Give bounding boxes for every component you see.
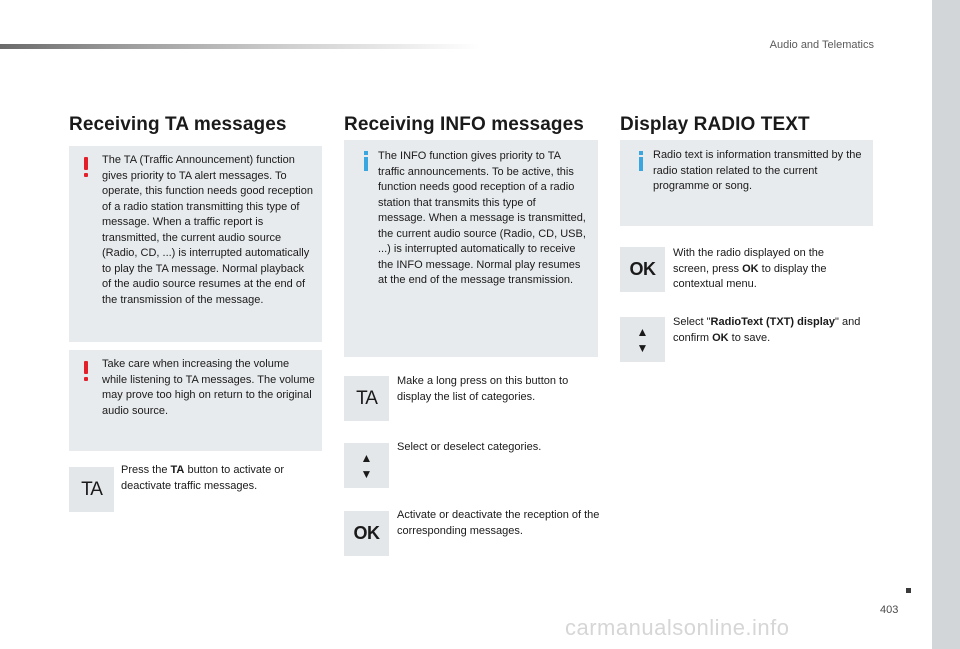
radio-note-box — [620, 140, 873, 226]
page-number: 403 — [880, 604, 899, 616]
arrow-up-icon: ▲ — [360, 450, 373, 465]
ta-button-label: TA — [81, 478, 102, 500]
ta-warning-box-2 — [69, 350, 322, 451]
info-ok-button — [344, 511, 389, 556]
ta-warning-box-1 — [69, 146, 322, 342]
radio-ok-button-label: OK — [629, 259, 656, 279]
info-note-text: The INFO function gives priority to TA traffic announcements. To be active, this function needs good reception of a radio station that transmits this type of message. When a message is transmitted, the current audio source (Radio, CD, USB, ...) is interrupted automatically to receive the INFO message. Normal play resumes at the end of the message transmission. — [378, 150, 586, 286]
radio-ok-button — [620, 247, 665, 292]
arrow-down-icon: ▼ — [360, 466, 373, 481]
radio-note-text: Radio text is information transmitted by the radio station related to the current programme or song. — [653, 149, 862, 192]
info-ok-button-label: OK — [353, 523, 380, 543]
info-step-1-text: Make a long press on this button to display the list of categories. — [397, 375, 569, 403]
info-note-box — [344, 140, 598, 357]
radio-heading: Display RADIO TEXT — [620, 114, 810, 135]
page-edge-strip — [932, 0, 960, 649]
section-title: Audio and Telematics — [769, 39, 874, 51]
info-step-2-text: Select or deselect categories. — [397, 441, 542, 453]
watermark: carmanualsonline.info — [565, 615, 790, 640]
radio-step-2-text: Select "RadioText (TXT) display" and confirm OK to save. — [673, 316, 861, 344]
header-gradient-bar — [0, 44, 480, 49]
ta-heading: Receiving TA messages — [69, 114, 287, 135]
info-ta-button — [344, 376, 389, 421]
ta-button — [69, 467, 114, 512]
arrow-up-icon: ▲ — [636, 324, 649, 339]
info-ta-button-label: TA — [356, 387, 377, 409]
ta-warning-text-1: The TA (Traffic Announcement) function gives priority to TA alert messages. To operate, this function needs good reception of a radio station transmitting this type of message. When a traffic report is transmitted, the current audio source (Radio, CD, ...) is interrupted automatically to play the TA message. Normal playback of the audio source resumes at the end of the transmission of the message. — [102, 154, 313, 306]
ta-step-text: Press the TA button to activate or deactivate traffic messages. — [121, 464, 285, 492]
ta-warning-text-2: Take care when increasing the volume while listening to TA messages. The volume may prove too high on return to the original audio source. — [102, 358, 315, 417]
info-step-3-text: Activate or deactivate the reception of the corresponding messages. — [397, 509, 600, 537]
arrow-down-icon: ▼ — [636, 340, 649, 355]
page-marker — [906, 588, 911, 593]
radio-step-1-text: With the radio displayed on the screen, press OK to display the contextual menu. — [673, 247, 827, 290]
radio-arrows-button — [620, 317, 665, 362]
info-arrows-button — [344, 443, 389, 488]
info-heading: Receiving INFO messages — [344, 114, 584, 135]
